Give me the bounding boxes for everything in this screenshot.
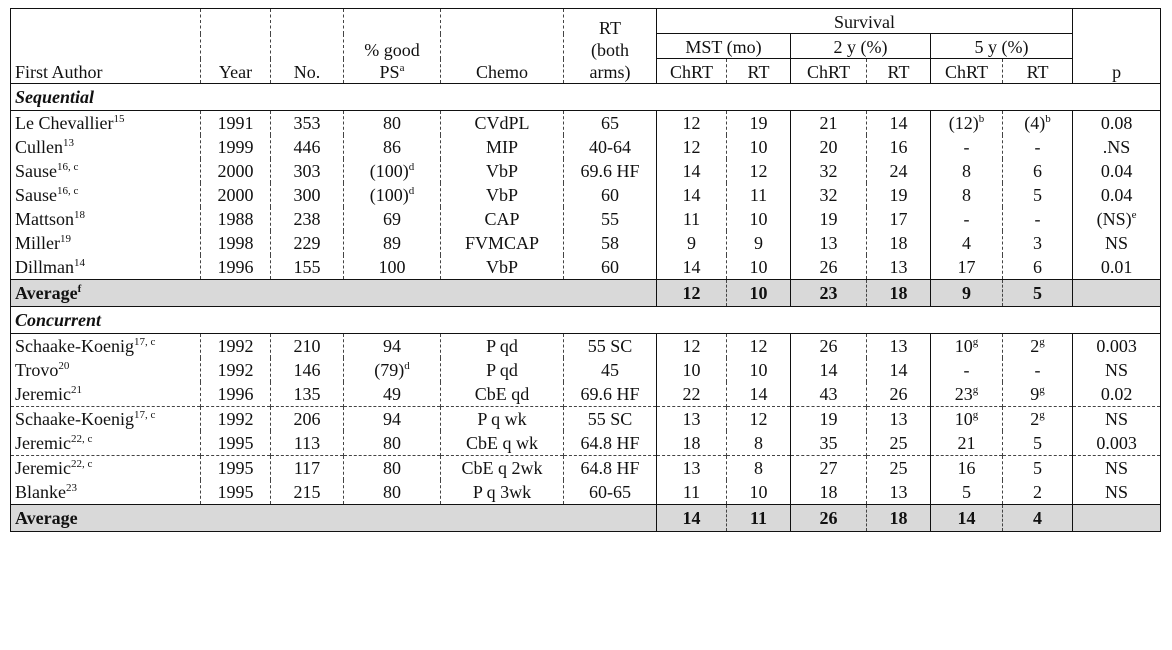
cell-mst-chrt: 9 — [657, 231, 727, 255]
cell-mst-chrt: 14 — [657, 183, 727, 207]
avg-2y-chrt: 26 — [791, 505, 867, 532]
cell-mst-chrt: 18 — [657, 431, 727, 456]
avg-mst-chrt: 14 — [657, 505, 727, 532]
cell-p: 0.003 — [1073, 334, 1161, 359]
cell-mst-rt: 10 — [727, 135, 791, 159]
cell-no: 353 — [271, 111, 344, 136]
cell-2y-chrt: 32 — [791, 159, 867, 183]
cell-5y-rt: 9$^g$ — [1003, 382, 1073, 407]
cell-5y-chrt: 21 — [931, 431, 1003, 456]
cell-year: 1992 — [201, 358, 271, 382]
cell-rt-dose: 58 — [564, 231, 657, 255]
avg-mst-rt: 10 — [727, 280, 791, 307]
cell-no: 300 — [271, 183, 344, 207]
cell-mst-rt: 10 — [727, 207, 791, 231]
section-title: Concurrent — [11, 307, 1161, 334]
cell-5y-rt: 3 — [1003, 231, 1073, 255]
cell-mst-rt: 12 — [727, 407, 791, 432]
cell-year: 1995 — [201, 431, 271, 456]
section-header — [11, 84, 1161, 111]
cell-2y-rt: 13 — [867, 480, 931, 505]
cell-mst-chrt: 12 — [657, 135, 727, 159]
cell-author: Mattson$^{18}$ — [11, 207, 201, 231]
header-survival: Survival — [657, 9, 1073, 34]
cell-mst-chrt: 10 — [657, 358, 727, 382]
cell-5y-chrt: 10$^g$ — [931, 334, 1003, 359]
table-row — [11, 407, 1161, 432]
avg-2y-chrt: 23 — [791, 280, 867, 307]
cell-2y-rt: 16 — [867, 135, 931, 159]
cell-5y-rt: 5 — [1003, 456, 1073, 481]
cell-2y-rt: 17 — [867, 207, 931, 231]
cell-year: 1996 — [201, 382, 271, 407]
avg-mst-chrt: 12 — [657, 280, 727, 307]
cell-no: 146 — [271, 358, 344, 382]
cell-ps: $(100)^d$ — [344, 183, 441, 207]
cell-2y-chrt: 43 — [791, 382, 867, 407]
cell-rt-dose: 40-64 — [564, 135, 657, 159]
cell-year: 1992 — [201, 334, 271, 359]
cell-ps: 80 — [344, 456, 441, 481]
cell-ps: 86 — [344, 135, 441, 159]
header-5y: 5 y (%) — [931, 34, 1073, 59]
cell-no: 210 — [271, 334, 344, 359]
cell-mst-chrt: 11 — [657, 207, 727, 231]
cell-2y-rt: 25 — [867, 431, 931, 456]
cell-ps: 69 — [344, 207, 441, 231]
table-row — [11, 480, 1161, 505]
cell-2y-chrt: 13 — [791, 231, 867, 255]
table-row — [11, 456, 1161, 481]
cell-mst-rt: 12 — [727, 334, 791, 359]
cell-5y-rt: - — [1003, 135, 1073, 159]
cell-year: 1998 — [201, 231, 271, 255]
cell-ps: 80 — [344, 480, 441, 505]
header-year: Year — [201, 9, 271, 84]
cell-ps: 94 — [344, 407, 441, 432]
cell-mst-rt: 11 — [727, 183, 791, 207]
avg-mst-rt: 11 — [727, 505, 791, 532]
avg-p-blank — [1073, 280, 1161, 307]
cell-p: (NS)$^e$ — [1073, 207, 1161, 231]
cell-ps: 80 — [344, 111, 441, 136]
cell-author: Sause$^{16, c}$ — [11, 159, 201, 183]
cell-5y-rt: 2$^g$ — [1003, 407, 1073, 432]
cell-mst-chrt: 14 — [657, 159, 727, 183]
cell-mst-rt: 8 — [727, 431, 791, 456]
cell-author: Schaake-Koenig$^{17, c}$ — [11, 334, 201, 359]
cell-5y-chrt: - — [931, 207, 1003, 231]
cell-mst-chrt: 13 — [657, 456, 727, 481]
cell-5y-rt: 5 — [1003, 431, 1073, 456]
cell-year: 2000 — [201, 183, 271, 207]
cell-5y-rt: 2 — [1003, 480, 1073, 505]
cell-no: 135 — [271, 382, 344, 407]
cell-2y-rt: 13 — [867, 255, 931, 280]
cell-5y-rt: 6 — [1003, 255, 1073, 280]
cell-chemo: P qd — [441, 334, 564, 359]
cell-ps: 94 — [344, 334, 441, 359]
table-row — [11, 159, 1161, 183]
table-row — [11, 431, 1161, 456]
cell-chemo: P q 3wk — [441, 480, 564, 505]
section-header — [11, 307, 1161, 334]
cell-author: Le Chevallier$^{15}$ — [11, 111, 201, 136]
header-5y-chrt: ChRT — [931, 59, 1003, 84]
header-chemo: Chemo — [441, 9, 564, 84]
cell-5y-chrt: 23$^g$ — [931, 382, 1003, 407]
table-header — [11, 9, 1161, 84]
avg-5y-chrt: 9 — [931, 280, 1003, 307]
cell-chemo: VbP — [441, 159, 564, 183]
cell-5y-chrt: $(12)^b$ — [931, 111, 1003, 136]
cell-2y-chrt: 20 — [791, 135, 867, 159]
table-row — [11, 135, 1161, 159]
cell-2y-rt: 25 — [867, 456, 931, 481]
cell-year: 1988 — [201, 207, 271, 231]
cell-ps: $(100)^d$ — [344, 159, 441, 183]
cell-p: .NS — [1073, 135, 1161, 159]
header-5y-rt: RT — [1003, 59, 1073, 84]
cell-author: Blanke$^{23}$ — [11, 480, 201, 505]
cell-5y-chrt: 10$^g$ — [931, 407, 1003, 432]
cell-author: Sause$^{16, c}$ — [11, 183, 201, 207]
cell-ps: $(79)^d$ — [344, 358, 441, 382]
cell-no: 113 — [271, 431, 344, 456]
cell-2y-chrt: 32 — [791, 183, 867, 207]
survival-table — [10, 8, 1161, 532]
cell-p: 0.003 — [1073, 431, 1161, 456]
cell-rt-dose: 60-65 — [564, 480, 657, 505]
cell-author: Jeremic$^{22, c}$ — [11, 431, 201, 456]
cell-chemo: VbP — [441, 255, 564, 280]
header-2y-chrt: ChRT — [791, 59, 867, 84]
cell-rt-dose: 45 — [564, 358, 657, 382]
avg-5y-chrt: 14 — [931, 505, 1003, 532]
cell-rt-dose: 55 SC — [564, 407, 657, 432]
cell-5y-chrt: 8 — [931, 159, 1003, 183]
cell-rt-dose: 55 SC — [564, 334, 657, 359]
table-row — [11, 111, 1161, 136]
table-row — [11, 334, 1161, 359]
cell-2y-rt: 13 — [867, 407, 931, 432]
cell-2y-chrt: 18 — [791, 480, 867, 505]
cell-5y-rt: 5 — [1003, 183, 1073, 207]
cell-p: 0.08 — [1073, 111, 1161, 136]
avg-p-blank — [1073, 505, 1161, 532]
cell-chemo: CbE qd — [441, 382, 564, 407]
cell-year: 1995 — [201, 456, 271, 481]
cell-5y-chrt: 8 — [931, 183, 1003, 207]
cell-5y-chrt: 4 — [931, 231, 1003, 255]
cell-p: NS — [1073, 480, 1161, 505]
cell-year: 1992 — [201, 407, 271, 432]
cell-no: 155 — [271, 255, 344, 280]
cell-p: NS — [1073, 231, 1161, 255]
cell-chemo: CbE q 2wk — [441, 456, 564, 481]
cell-mst-chrt: 14 — [657, 255, 727, 280]
avg-5y-rt: 4 — [1003, 505, 1073, 532]
cell-year: 1999 — [201, 135, 271, 159]
table-row — [11, 382, 1161, 407]
cell-2y-rt: 24 — [867, 159, 931, 183]
cell-p: NS — [1073, 456, 1161, 481]
cell-chemo: CVdPL — [441, 111, 564, 136]
cell-rt-dose: 65 — [564, 111, 657, 136]
cell-author: Schaake-Koenig$^{17, c}$ — [11, 407, 201, 432]
header-ps: % good $PS^a$ — [344, 9, 441, 84]
avg-2y-rt: 18 — [867, 505, 931, 532]
cell-no: 215 — [271, 480, 344, 505]
cell-mst-rt: 9 — [727, 231, 791, 255]
cell-2y-chrt: 19 — [791, 207, 867, 231]
cell-5y-chrt: 17 — [931, 255, 1003, 280]
cell-author: Jeremic$^{22, c}$ — [11, 456, 201, 481]
header-mst: MST (mo) — [657, 34, 791, 59]
cell-5y-chrt: - — [931, 358, 1003, 382]
cell-author: Miller$^{19}$ — [11, 231, 201, 255]
cell-2y-rt: 13 — [867, 334, 931, 359]
cell-mst-chrt: 22 — [657, 382, 727, 407]
cell-mst-chrt: 12 — [657, 334, 727, 359]
header-2y-rt: RT — [867, 59, 931, 84]
cell-ps: 89 — [344, 231, 441, 255]
cell-p: 0.04 — [1073, 159, 1161, 183]
cell-mst-chrt: 12 — [657, 111, 727, 136]
cell-5y-rt: 6 — [1003, 159, 1073, 183]
cell-2y-rt: 18 — [867, 231, 931, 255]
header-no: No. — [271, 9, 344, 84]
cell-5y-chrt: 16 — [931, 456, 1003, 481]
cell-5y-chrt: - — [931, 135, 1003, 159]
table-body — [11, 84, 1161, 532]
cell-chemo: VbP — [441, 183, 564, 207]
cell-p: NS — [1073, 407, 1161, 432]
average-label: Average — [11, 505, 657, 532]
cell-author: Dillman$^{14}$ — [11, 255, 201, 280]
cell-2y-rt: 26 — [867, 382, 931, 407]
header-p: p — [1073, 9, 1161, 84]
cell-mst-rt: 12 — [727, 159, 791, 183]
table-row — [11, 183, 1161, 207]
cell-2y-chrt: 14 — [791, 358, 867, 382]
cell-rt-dose: 69.6 HF — [564, 159, 657, 183]
cell-2y-rt: 19 — [867, 183, 931, 207]
cell-mst-rt: 8 — [727, 456, 791, 481]
cell-mst-rt: 10 — [727, 358, 791, 382]
cell-rt-dose: 69.6 HF — [564, 382, 657, 407]
cell-p: 0.04 — [1073, 183, 1161, 207]
cell-5y-rt: $(4)^b$ — [1003, 111, 1073, 136]
cell-chemo: P qd — [441, 358, 564, 382]
cell-chemo: P q wk — [441, 407, 564, 432]
cell-year: 1991 — [201, 111, 271, 136]
cell-mst-rt: 10 — [727, 480, 791, 505]
cell-ps: 100 — [344, 255, 441, 280]
avg-2y-rt: 18 — [867, 280, 931, 307]
cell-p: 0.02 — [1073, 382, 1161, 407]
table-container — [10, 8, 1160, 532]
cell-no: 206 — [271, 407, 344, 432]
section-title: Sequential — [11, 84, 1161, 111]
cell-author: Cullen$^{13}$ — [11, 135, 201, 159]
cell-2y-chrt: 19 — [791, 407, 867, 432]
cell-5y-rt: 2$^g$ — [1003, 334, 1073, 359]
average-row — [11, 505, 1161, 532]
cell-rt-dose: 60 — [564, 183, 657, 207]
cell-mst-chrt: 11 — [657, 480, 727, 505]
header-2y: 2 y (%) — [791, 34, 931, 59]
cell-chemo: FVMCAP — [441, 231, 564, 255]
cell-ps: 49 — [344, 382, 441, 407]
cell-chemo: CAP — [441, 207, 564, 231]
header-mst-chrt: ChRT — [657, 59, 727, 84]
cell-mst-rt: 10 — [727, 255, 791, 280]
table-row — [11, 358, 1161, 382]
cell-year: 1996 — [201, 255, 271, 280]
cell-rt-dose: 55 — [564, 207, 657, 231]
cell-2y-chrt: 27 — [791, 456, 867, 481]
cell-2y-chrt: 26 — [791, 255, 867, 280]
cell-year: 1995 — [201, 480, 271, 505]
cell-year: 2000 — [201, 159, 271, 183]
cell-author: Trovo$^{20}$ — [11, 358, 201, 382]
cell-author: Jeremic$^{21}$ — [11, 382, 201, 407]
cell-mst-rt: 14 — [727, 382, 791, 407]
cell-ps: 80 — [344, 431, 441, 456]
cell-5y-rt: - — [1003, 358, 1073, 382]
cell-2y-rt: 14 — [867, 111, 931, 136]
cell-no: 117 — [271, 456, 344, 481]
cell-chemo: CbE q wk — [441, 431, 564, 456]
header-first-author: First Author — [11, 9, 201, 84]
cell-p: NS — [1073, 358, 1161, 382]
cell-5y-rt: - — [1003, 207, 1073, 231]
cell-2y-chrt: 26 — [791, 334, 867, 359]
cell-no: 229 — [271, 231, 344, 255]
cell-2y-chrt: 21 — [791, 111, 867, 136]
cell-rt-dose: 60 — [564, 255, 657, 280]
cell-mst-chrt: 13 — [657, 407, 727, 432]
average-row — [11, 280, 1161, 307]
cell-rt-dose: 64.8 HF — [564, 431, 657, 456]
table-row — [11, 207, 1161, 231]
cell-rt-dose: 64.8 HF — [564, 456, 657, 481]
header-mst-rt: RT — [727, 59, 791, 84]
table-row — [11, 231, 1161, 255]
cell-2y-chrt: 35 — [791, 431, 867, 456]
average-label: Average$^f$ — [11, 280, 657, 307]
cell-no: 446 — [271, 135, 344, 159]
header-rt: RT (both arms) — [564, 9, 657, 84]
cell-no: 303 — [271, 159, 344, 183]
cell-mst-rt: 19 — [727, 111, 791, 136]
cell-no: 238 — [271, 207, 344, 231]
cell-2y-rt: 14 — [867, 358, 931, 382]
cell-p: 0.01 — [1073, 255, 1161, 280]
cell-5y-chrt: 5 — [931, 480, 1003, 505]
table-row — [11, 255, 1161, 280]
avg-5y-rt: 5 — [1003, 280, 1073, 307]
cell-chemo: MIP — [441, 135, 564, 159]
